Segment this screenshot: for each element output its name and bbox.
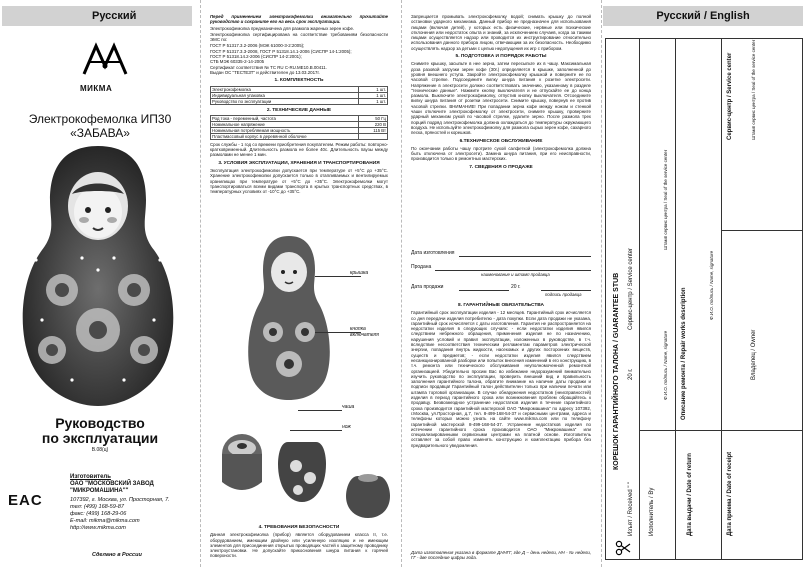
- cell: 1 шт.: [359, 98, 388, 104]
- field-hint: наименование и штамп продавца: [481, 272, 550, 277]
- section-title: 5. ПОДГОТОВКА И ПОРЯДОК РАБОТЫ: [455, 54, 547, 60]
- label-knife: нож: [342, 424, 351, 430]
- warranty-column: [411, 300, 591, 449]
- matryoshka-image: [2, 140, 194, 410]
- year-field: 20 г.: [628, 368, 634, 380]
- leader-line: [290, 430, 342, 431]
- form-label: Продана: [411, 264, 432, 270]
- stamp-hint: Штамп сервис центра / Seal of the service center: [663, 149, 668, 250]
- product-title: [10, 112, 190, 140]
- section-text: Эксплуатация электрокофемолки допускается при температуре от +5°С до +35°С. Хранение электрокофемолки допускается только в отапливаемых и вентилируемых хранилищах при температуре от +5°С до +35°С. Электрокофемолки могут транспортироваться всеми видами транспорта в крытых транспортных средствах, в температурных условиях от -10°С до +35°С.: [210, 168, 388, 195]
- specs-text: Срок службы - 1 год со времени приобретения покупателем. Режим работы: повторно-кратковременный. Длительность размола не более 40с. Длительность паузы между размолами не менее 1 мин.: [210, 141, 388, 158]
- standard: ГОСТ Р 51317.3.2-2006 (МЭК 61000-3-2:2005);: [210, 43, 305, 49]
- cell: 1 шт.: [359, 86, 388, 92]
- table-row: [211, 98, 388, 104]
- stub-frame: [605, 38, 803, 560]
- manufacturer-block: [70, 474, 198, 532]
- received-field: Изъят / Received " ": [628, 481, 634, 536]
- signature-hint: Ф.И.О. подпись / Name, signature: [709, 250, 714, 320]
- intro-warning: Перед применением электрокофемолки внимательно прочитайте руководство и сохраните его на весь срок эксплуатации.: [210, 14, 388, 25]
- service-center-right-label: Сервис-центр / Service center: [727, 52, 733, 140]
- table-row: [211, 133, 388, 139]
- scissors-icon: [615, 540, 631, 556]
- section-title: 2. ТЕХНИЧЕСКИЕ ДАННЫЕ: [266, 107, 332, 113]
- address-line: 107392, г. Москва, ул. Просторная, 7.: [70, 497, 170, 503]
- stamp-right-hint: Штамп сервис центра / Seal of the service center: [751, 39, 756, 140]
- standard: СТБ МЭК 60335-2-14-2005: [210, 59, 265, 65]
- product-model: Электрокофемолка ИП30: [28, 112, 172, 126]
- form-label: Дата изготовления: [411, 250, 455, 256]
- manual-code: В.08(ц): [91, 447, 109, 453]
- divider: [721, 230, 803, 231]
- email-line: E-mail: mikma@mikma.com: [70, 518, 140, 524]
- divider: [639, 430, 803, 431]
- guarantee-stub-page: [601, 0, 808, 567]
- cell: 1 шт.: [359, 92, 388, 98]
- leader-line: [315, 276, 361, 277]
- warnings-text: Запрещается промывать электрокофемолку водой; снимать крышку до полной остановки ударного механизма. Данный прибор не предназначен для использования лицами (включая детей), у которых есть физические, нервные или психические отклонения или недостаток опыта и знаний, за исключением случаев, когда за такими лицами осуществляется надзор или проводится их инструктирование относительно использования данного прибора лицом, отвечающим за их безопасность. Необходимо осуществлять надзор за детьми с целью недопущения их игр с прибором.: [411, 14, 591, 51]
- divider: [639, 38, 640, 560]
- cell: Номинальное напряжение: [211, 121, 359, 127]
- cell: Руководство по эксплуатации: [211, 98, 359, 104]
- cover-page: [0, 0, 200, 567]
- intro-cert: Электрокофемолка сертифицирована на соответствие требованиям безопасности ЭМС по:: [210, 31, 388, 43]
- language-header: Русский / English: [603, 6, 803, 26]
- label-lid: крышка: [350, 270, 369, 276]
- executor-hint: Ф.И.О. подпись / Name, signature: [663, 330, 668, 400]
- date-issue-label: Дата выдачи / Date of return: [687, 453, 693, 536]
- section-title: 1. КОМПЛЕКТНОСТЬ: [274, 78, 324, 84]
- cell: 50 Гц: [359, 115, 388, 121]
- warranty-text: Гарантийный срок эксплуатации изделия - 12 месяцев. Гарантийный срок исчисляется со дня передачи изделия потребителю - дата покупки. Если дата продажи не указана, гарантийный срок исчисляется с даты изготовления. Гарантия не распространяется на недостатки изделия в следующих случаях: - если недостатки изделия явился следствием небрежного обращения, применения изделия не по назначению, нарушения условий и правил эксплуатации, изложенных в руководстве, в т.ч. вследствие несоответствия техническим регламентам параметров электрической энергии, попадания внутрь жидкости, насекомых и других посторонних веществ, существ и предметов; - если недостатки изделия явился следствием несанкционированной разборки или попыток внесения изменений в его конструкцию, в т.ч. ремонта или технического обслуживания неуполномоченной ремонтной организацией. Убедительно просим Вас во избежание недоразумений внимательно изучить руководство по эксплуатации, проверить внешний вид и правильность заполнения гарантийного талона, обратите внимание на наличие даты продажи и подписи продавца! Гарантийный талон действителен только при наличии печати или штампа торговой организации. В случае обнаружения недостатков (неисправностей) изделия в период гарантийного срока или возникновения проблем обращайтесь к продавцу. Безвозмездное устранение недостатков изделия в течение гарантийного срока производится гарантийной мастерской ОАО "Микромашина" по адресу 107392, г.Москва, ул.Просторная, д.7, тел. 8-499-168-54-37 и сервисными центрами, адреса и телефоны которых можно узнать на сайте www.mikma.com или по телефону гарантийной мастерской 8-499-168-54-37. Устранение недостатков изделия по истечении гарантийного срока производится ОАО "Микромашина" или специализированными сервисными центрами на платной основе. Изготовитель оставляет за собой право изменять конструкцию и комплектацию прибора без предварительного уведомления.: [411, 310, 591, 448]
- cell: Индивидуальная упаковка: [211, 92, 359, 98]
- made-in: Сделано в России: [92, 552, 142, 558]
- contents-table: [210, 86, 388, 105]
- logo-text: МИКМА: [80, 84, 113, 93]
- standard: Выдан ОС "ТЕСТЕЗТ" и действителен до 13.03.2017г.: [210, 69, 320, 75]
- standard: Сертификат соответствия № ТС RU C-RU.МЕ10.В.00411.: [210, 64, 327, 70]
- date-receipt-label: Дата приема / Date of receipt: [727, 451, 733, 536]
- eac-mark: EAC: [8, 492, 43, 509]
- owner-label: Владелец / Owner: [751, 329, 757, 380]
- instructions-page: [200, 0, 401, 567]
- cell: 115 Вт: [359, 127, 388, 133]
- phone-line: тел: (499) 168-59-87: [70, 504, 124, 510]
- standard: ГОСТ Р 51318.14.2-2006 (СИСПР 14-2:2001);: [210, 54, 302, 60]
- cell: Номинальная потребляемая мощность: [211, 127, 359, 133]
- fax-line: факс: (499) 168-29-06: [70, 511, 127, 517]
- seller-signature-field[interactable]: [541, 290, 591, 291]
- field-hint: подпись продавца: [545, 292, 582, 297]
- year-label: 20 г.: [511, 284, 521, 290]
- form-label: Дата продажи: [411, 284, 444, 290]
- cell: Пластмассовый корпус в деревянной оболочке: [211, 133, 359, 139]
- manufacturer-heading: Изготовитель: [70, 474, 111, 480]
- leader-line: [298, 410, 342, 411]
- manufacture-date-field[interactable]: [459, 256, 591, 257]
- warranty-page: [401, 0, 601, 567]
- mikma-logo: [82, 42, 128, 82]
- section-title: 6.ТЕХНИЧЕСКОЕ ОБСЛУЖИВАНИЕ: [459, 138, 543, 144]
- product-name: «ЗАБАВА»: [70, 126, 130, 140]
- label-button: кнопка включателя: [350, 326, 379, 338]
- manufacturer-name-2: "МИКРОМАШИНА"": [70, 488, 129, 494]
- manual-title: [0, 416, 200, 446]
- cell: [359, 133, 388, 139]
- divider: [721, 38, 722, 560]
- label-bowl: чаша: [342, 404, 355, 410]
- stub-heading: КОРЕШОК ГАРАНТИЙНОГО ТАЛОНА / GUARANTEE STUB: [613, 272, 620, 470]
- repair-description-label: Описание ремонта / Repair works description: [681, 287, 687, 420]
- manufacturer-name-1: ОАО "МОСКОВСКИЙ ЗАВОД: [70, 481, 154, 487]
- section-title: 8. ГАРАНТИЙНЫЕ ОБЯЗАТЕЛЬСТВА: [458, 303, 544, 308]
- section-title: 4. ТРЕБОВАНИЯ БЕЗОПАСНОСТИ: [258, 525, 340, 530]
- manufacturer-address: [70, 497, 198, 532]
- language-header: Русский: [2, 6, 192, 26]
- cell: Электрокофемолка: [211, 86, 359, 92]
- service-center-label: Сервис-центр / Service center: [628, 248, 634, 330]
- seller-field[interactable]: [435, 270, 591, 271]
- section-text: Снимите крышку, засыпьте в нее зерна, затем пересыпьте их в чашу. Максимальная доза разовой загрузки зерен кофе (30г.) определяется в крышке, заполненной до уровня внешнего уступа. Закройте электрокофемолку крышкой и поверните ее по часовой стрелке. Подсоедините вилку шнура питания к розетке электросети. Напряжение в электросети должно соответствовать значению, указанному в разделе "технические данные". Нажмите кнопку выключателя и не отпускайте ее до конца размола. Выключите электрокофемолку, отпустив кнопку выключателя. Отсоедините вилку шнура питания от розетки электросети. Снимите крышку, повернув ее против часовой стрелки. ВНИМАНИЕ! При попадании зерна кофе между ножом и стенкой чаши отключите электрокофемолку от электросети, снимите крышку, проверните ударный механизм рукой по часовой стрелке, удалите зерно. После размола трех порций подряд электрокофемолка должна охлаждаться до температуры окружающего воздуха. Не используйте электрокофемолку для размола сырых зерен кофе, сахарного песка, пряностей и корешков.: [411, 61, 591, 136]
- divider: [675, 38, 676, 560]
- intro-purpose: Электрокофемолка предназначена для размола жареных зерен кофе.: [210, 25, 355, 31]
- executor-label: Исполнитель / By: [649, 487, 655, 536]
- section-text: Данная электрокофемолка (прибор) является оборудованием класса II, т.е. оборудованием, имеющим двойную или усиленную изоляцию и не имеющим элементов для присоединения открытых проводящих частей к защитному проводнику электроустановки. Не допускайте прикосновения шнура питания к горячей поверхности.: [210, 532, 388, 559]
- cell: Род тока - переменный, частота: [211, 115, 359, 121]
- specs-table: [210, 115, 388, 140]
- section-title: 7. СВЕДЕНИЯ О ПРОДАЖЕ: [469, 164, 533, 170]
- section-title: 3. УСЛОВИЯ ЭКСПЛУАТАЦИИ, ХРАНЕНИЯ И ТРАНСПОРТИРОВАНИЯ: [218, 160, 380, 166]
- manual-title-line1: Руководство: [55, 415, 145, 431]
- safety-column: [210, 522, 388, 560]
- grinder-parts-image: [214, 402, 394, 520]
- manual-title-line2: по эксплуатации: [41, 430, 159, 446]
- section-text: По окончании работы чашу протрите сухой салфеткой (электрокофемолка должна быть отключена от электросети). Замена шнура питания, при его неисправности, производится только в ремонтных мастерских.: [411, 145, 591, 162]
- intro-column: [210, 14, 388, 196]
- operation-column: [411, 14, 591, 172]
- website-line: http://www.mikma.com: [70, 525, 126, 531]
- cell: 220 В: [359, 121, 388, 127]
- sale-date-field[interactable]: [459, 290, 509, 291]
- footnote: Дата изготовления указана в формате ДННГГ, где Д – день недели, НН - № недели, ГГ - две последние цифры года.: [411, 550, 591, 561]
- grinder-doll-image: [229, 232, 349, 402]
- standard: ГОСТ Р 51317.3.3-2008, ГОСТ Р 51318.14.1-2006 (СИСПР 14-1:2005);: [210, 48, 352, 54]
